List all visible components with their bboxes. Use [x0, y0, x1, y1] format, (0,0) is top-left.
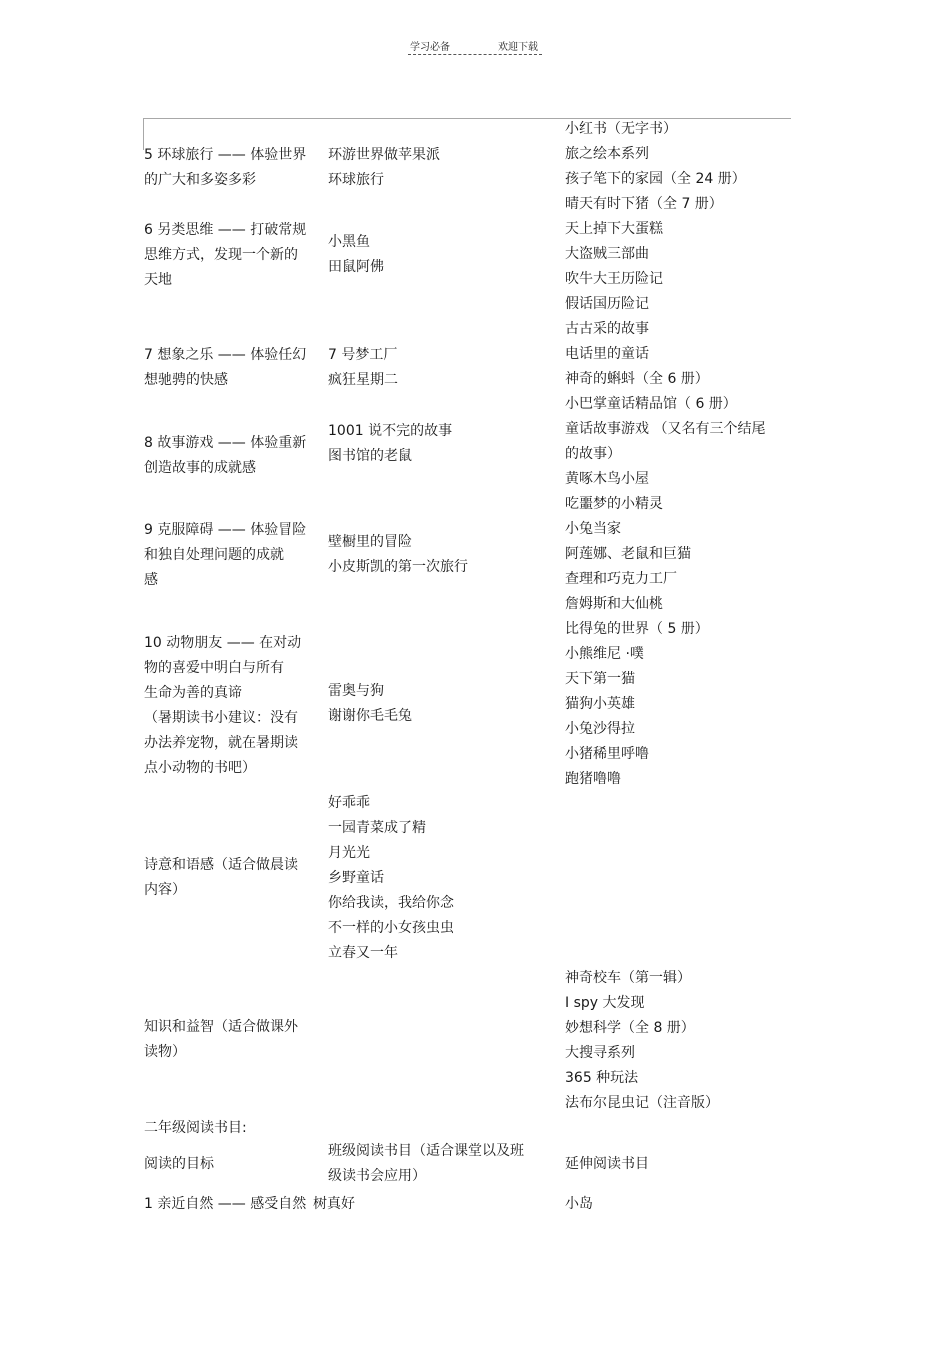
- class-books-8: [328, 419, 452, 469]
- extended-books-knowledge: [565, 966, 719, 1116]
- extended-books-list: [565, 117, 765, 792]
- class-book: 小皮斯凯的第一次旅行: [328, 559, 468, 575]
- goal-line: 9 克服障碍 —— 体验冒险: [144, 522, 307, 538]
- goal-line: 的广大和多姿多彩: [144, 172, 256, 188]
- extended-book: 查理和巧克力工厂: [565, 571, 677, 587]
- goal-line: （暑期读书小建议：没有: [144, 710, 298, 726]
- goal-line: 内容）: [144, 882, 186, 898]
- extended-book: 365 种玩法: [565, 1070, 639, 1086]
- extended-book: I spy 大发现: [565, 995, 645, 1011]
- goal-line: 感: [144, 572, 158, 588]
- header-left-text: 学习必备: [410, 42, 450, 53]
- extended-book: 黄啄木鸟小屋: [565, 471, 649, 487]
- goal-line: 7 想象之乐 —— 体验任幻: [144, 347, 307, 363]
- grade2-row1-extended: 小岛: [565, 1196, 593, 1212]
- class-books-6: [328, 230, 384, 280]
- extended-book: 阿莲娜、老鼠和巨猫: [565, 546, 691, 562]
- extended-book: 小猪稀里呼噜: [565, 746, 649, 762]
- goal-line: 6 另类思维 —— 打破常规: [144, 222, 307, 238]
- grade2-col-goal: 阅读的目标: [144, 1156, 214, 1172]
- extended-book: 神奇校车（第一辑）: [565, 970, 691, 986]
- page-header: [408, 38, 542, 60]
- class-book: 田鼠阿佛: [328, 259, 384, 275]
- extended-book: 童话故事游戏 （又名有三个结尾: [565, 421, 766, 437]
- extended-book: 小巴掌童话精品馆（ 6 册）: [565, 396, 737, 412]
- goal-line: 办法养宠物，就在暑期读: [144, 735, 298, 751]
- class-book: 环球旅行: [328, 172, 384, 188]
- goal-line: 天地: [144, 272, 172, 288]
- extended-book: 小红书（无字书）: [565, 121, 677, 137]
- grade2-col-class-line: 班级阅读书目（适合课堂以及班: [328, 1143, 524, 1159]
- extended-book: 法布尔昆虫记（注音版）: [565, 1095, 719, 1111]
- goal-10: [144, 631, 301, 781]
- goal-line: 读物）: [144, 1044, 186, 1060]
- class-book: 月光光: [328, 845, 370, 861]
- extended-book: 孩子笔下的家园（全 24 册）: [565, 171, 746, 187]
- extended-book: 小熊维尼 ·噗: [565, 646, 644, 662]
- goal-6: [144, 218, 306, 293]
- goal-line: 知识和益智（适合做课外: [144, 1019, 298, 1035]
- class-book: 一园青菜成了精: [328, 820, 426, 836]
- class-books-7: [328, 343, 398, 393]
- extended-book: 大搜寻系列: [565, 1045, 635, 1061]
- extended-book: 旅之绘本系列: [565, 146, 649, 162]
- grade2-col-class: [328, 1139, 524, 1189]
- extended-book: 神奇的蝌蚪（全 6 册）: [565, 371, 709, 387]
- extended-book: 吃噩梦的小精灵: [565, 496, 663, 512]
- goal-line: 物的喜爱中明白与所有: [144, 660, 284, 676]
- extended-book: 小兔沙得拉: [565, 721, 635, 737]
- class-book: 图书馆的老鼠: [328, 448, 412, 464]
- extended-book: 天上掉下大蛋糕: [565, 221, 663, 237]
- extended-book: 妙想科学（全 8 册）: [565, 1020, 695, 1036]
- class-book: 谢谢你毛毛兔: [328, 708, 412, 724]
- class-book: 壁橱里的冒险: [328, 534, 412, 550]
- extended-book: 大盗贼三部曲: [565, 246, 649, 262]
- goal-9: [144, 518, 306, 593]
- extended-book: 晴天有时下猪（全 7 册）: [565, 196, 723, 212]
- class-books-9: [328, 530, 468, 580]
- goal-line: 想驰骋的快感: [144, 372, 228, 388]
- extended-book: 电话里的童话: [565, 346, 649, 362]
- class-book: 7 号梦工厂: [328, 347, 398, 363]
- class-book: 乡野童话: [328, 870, 384, 886]
- class-books-10: [328, 679, 412, 729]
- grade2-col-class-line: 级读书会应用）: [328, 1168, 426, 1184]
- extended-book: 古古采的故事: [565, 321, 649, 337]
- goal-line: 点小动物的书吧）: [144, 760, 256, 776]
- goal-5: [144, 143, 306, 193]
- grade2-title: 二年级阅读书目:: [144, 1120, 247, 1136]
- class-books-5: [328, 143, 440, 193]
- class-books-poetry: [328, 791, 454, 966]
- extended-book: 小兔当家: [565, 521, 621, 537]
- goal-line: 10 动物朋友 —— 在对动: [144, 635, 302, 651]
- extended-book: 假话国历险记: [565, 296, 649, 312]
- class-book: 好乖乖: [328, 795, 370, 811]
- class-book: 1001 说不完的故事: [328, 423, 453, 439]
- extended-book: 比得兔的世界（ 5 册）: [565, 621, 709, 637]
- class-book: 不一样的小女孩虫虫: [328, 920, 454, 936]
- goal-8: [144, 431, 306, 481]
- extended-book: 詹姆斯和大仙桃: [565, 596, 663, 612]
- class-book: 小黑鱼: [328, 234, 370, 250]
- goal-line: 8 故事游戏 —— 体验重新: [144, 435, 307, 451]
- extended-book: 吹牛大王历险记: [565, 271, 663, 287]
- goal-line: 创造故事的成就感: [144, 460, 256, 476]
- grade2-row1-goal: 1 亲近自然 —— 感受自然: [144, 1196, 307, 1212]
- goal-knowledge: [144, 1015, 298, 1065]
- grade2-col-extended: 延伸阅读书目: [565, 1156, 649, 1172]
- extended-book: 猫狗小英雄: [565, 696, 635, 712]
- goal-poetry: [144, 853, 298, 903]
- goal-line: 5 环球旅行 —— 体验世界: [144, 147, 307, 163]
- class-book: 环游世界做苹果派: [328, 147, 440, 163]
- goal-7: [144, 343, 306, 393]
- goal-line: 和独自处理问题的成就: [144, 547, 284, 563]
- header-right-text: 欢迎下载: [498, 42, 538, 53]
- goal-line: 生命为善的真谛: [144, 685, 242, 701]
- extended-book: 跑猪噜噜: [565, 771, 621, 787]
- header-dashed-rule: [408, 54, 542, 55]
- grade2-row1-class: 树真好: [313, 1196, 355, 1212]
- class-book: 疯狂星期二: [328, 372, 398, 388]
- goal-line: 诗意和语感（适合做晨读: [144, 857, 298, 873]
- class-book: 雷奥与狗: [328, 683, 384, 699]
- class-book: 立春又一年: [328, 945, 398, 961]
- goal-line: 思维方式，发现一个新的: [144, 247, 298, 263]
- extended-book: 的故事）: [565, 446, 621, 462]
- class-book: 你给我读，我给你念: [328, 895, 454, 911]
- extended-book: 天下第一猫: [565, 671, 635, 687]
